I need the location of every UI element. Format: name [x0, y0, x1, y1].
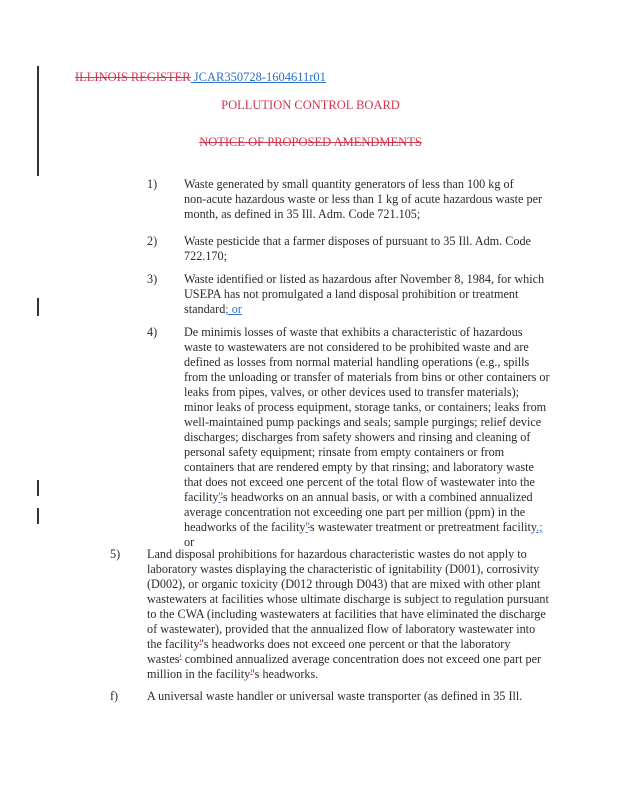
text-line: De minimis losses of waste that exhibits a characteristic of hazardous [184, 325, 523, 339]
item-number: f) [110, 689, 119, 703]
change-bar [37, 480, 39, 496]
text-line [184, 302, 584, 317]
register-header [75, 70, 326, 85]
inserted-text: JCAR350728-1604611r01 [190, 70, 326, 84]
inserted-text: .; [536, 520, 543, 534]
change-bar [37, 66, 39, 176]
text-line: from the unloading or transfer of materials from bins or other containers or [184, 370, 550, 384]
text-line: Waste pesticide that a farmer disposes of pursuant to 35 Ill. Adm. Code [184, 234, 531, 248]
plain-text: facility [184, 490, 219, 504]
text-line [147, 637, 597, 652]
plain-text: s wastewater treatment or pretreatment facility [309, 520, 537, 534]
change-bar [37, 508, 39, 524]
text-line: non-acute hazardous waste or less than 1 kg of acute hazardous waste per [184, 192, 543, 206]
struck-text: NOTICE OF PROPOSED AMENDMENTS [199, 135, 422, 149]
item-number: 1) [147, 177, 158, 191]
item-number: 3) [147, 272, 158, 286]
plain-text: the facility [147, 637, 200, 651]
text-line: waste to wastewaters are not considered to be prohibited waste and are [184, 340, 529, 354]
change-bar [37, 298, 39, 316]
plain-text: million in the facility [147, 667, 251, 681]
struck-text: ' [250, 667, 253, 681]
text-line: defined as losses from normal material handling operations (e.g., spills [184, 355, 530, 369]
item-text [184, 177, 584, 222]
text-line: Waste generated by small quantity generators of less than 100 kg of [184, 177, 514, 191]
text-line: well-maintained pump packings and seals; sample purgings; relief device [184, 415, 542, 429]
text-line: USEPA has not promulgated a land disposal prohibition or treatment [184, 287, 519, 301]
board-title: POLLUTION CONTROL BOARD [221, 98, 400, 112]
item-text [184, 234, 584, 264]
text-line: month, as defined in 35 Ill. Adm. Code 721.105; [184, 207, 421, 221]
plain-text: wastes [147, 652, 180, 666]
text-line: average concentration not exceeding one part per million (ppm) in the [184, 505, 526, 519]
inserted-text: ' [218, 490, 221, 504]
text-line: that does not exceed one percent of the total flow of wastewater into the [184, 475, 535, 489]
text-line [184, 490, 594, 505]
item-number: 2) [147, 234, 158, 248]
plain-text: 's headworks does not exceed one percent or that the laboratory [201, 637, 511, 651]
item-number: 5) [110, 547, 121, 561]
text-line [147, 652, 597, 667]
notice-title [0, 135, 621, 150]
text-line [184, 520, 594, 535]
inserted-text: ; or [225, 302, 242, 316]
text-line [147, 667, 597, 682]
item-text: A universal waste handler or universal waste transporter (as defined in 35 Ill. [147, 689, 523, 703]
struck-text: ' [220, 490, 223, 504]
struck-text: ILLINOIS REGISTER [75, 70, 191, 84]
text-line: Land disposal prohibitions for hazardous characteristic wastes do not apply to [147, 547, 527, 561]
plain-text: combined annualized average concentration does not exceed one part per [181, 652, 542, 666]
plain-text: headworks of the facility [184, 520, 306, 534]
text-line: discharges; discharges from safety showers and rinsing and cleaning of [184, 430, 531, 444]
text-line: Waste identified or listed as hazardous after November 8, 1984, for which [184, 272, 545, 286]
text-line: (D002), or organic toxicity (D012 through D043) that are mixed with other plant [147, 577, 541, 591]
text-line: to the CWA (including wastewaters at facilities that have eliminated the discharge [147, 607, 546, 621]
text-line: leaks from pipes, valves, or other devices used to transfer materials); [184, 385, 520, 399]
plain-text: 's headworks. [252, 667, 319, 681]
struck-text: ' [179, 652, 182, 666]
plain-text: standard [184, 302, 226, 316]
text-line: wastewaters at facilities whose ultimate discharge is subject to regulation pursuant [147, 592, 549, 606]
text-line: containers that are rendered empty by that rinsing; and laboratory waste [184, 460, 534, 474]
item-text [147, 547, 597, 682]
text-line: or [184, 535, 195, 549]
plain-text: s headworks on an annual basis, or with a combined annualized [222, 490, 533, 504]
item-text [184, 272, 584, 317]
struck-text: ' [307, 520, 310, 534]
text-line: 722.170; [184, 249, 227, 263]
item-text [184, 325, 594, 550]
text-line: of wastewater), provided that the annualized flow of laboratory wastewater into [147, 622, 536, 636]
text-line: laboratory wastes displaying the characteristic of ignitability (D001), corrosivity [147, 562, 540, 576]
inserted-text: ' [305, 520, 308, 534]
item-number: 4) [147, 325, 158, 339]
text-line: personal safety equipment; rinsate from empty containers or from [184, 445, 505, 459]
struck-text: ' [199, 637, 202, 651]
text-line: minor leaks of process equipment, storage tanks, or containers; leaks from [184, 400, 547, 414]
